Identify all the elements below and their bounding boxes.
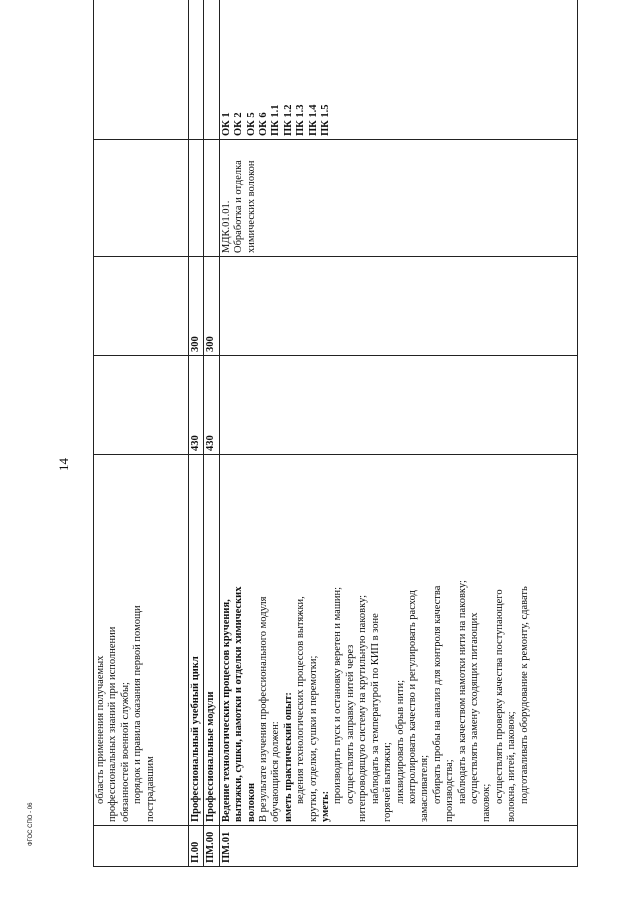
competency-code: ПК 1.3 <box>295 104 307 136</box>
competency-code: ОК 6 <box>258 112 270 136</box>
text-line: производить пуск и остановку веретен и машин; <box>332 586 344 804</box>
hours-mandatory-cell <box>219 257 577 356</box>
code-cell: ПМ.00 <box>204 826 219 867</box>
discipline-line: химических волокон <box>245 160 257 253</box>
text-line: производства; <box>444 759 456 822</box>
competency-code: ОК 5 <box>245 112 257 136</box>
discipline-cell <box>189 140 204 257</box>
text-line: контролировать качество и регулировать расход <box>406 590 418 804</box>
text-line: осуществлять заправку нитей через <box>344 644 356 804</box>
hours-mandatory-cell <box>94 257 189 356</box>
description-cell <box>219 455 577 826</box>
text-line: паковок; <box>481 783 493 822</box>
description-cell: Профессиональный учебный цикл <box>189 455 204 826</box>
competency-code: ОК 1 <box>220 112 232 136</box>
code-cell <box>94 826 189 867</box>
discipline-line: МДК.01.01. <box>220 200 232 253</box>
text-line: обязанностей военной службы; <box>119 682 131 822</box>
discipline-cell <box>219 140 577 257</box>
competencies-cell <box>94 0 189 140</box>
competencies-cell <box>219 0 577 140</box>
hours-mandatory-cell: 300 <box>204 257 219 356</box>
text-line: горячей вытяжки; <box>382 742 394 822</box>
hours-max-cell: 430 <box>189 356 204 455</box>
competency-code: ПК 1.5 <box>320 104 332 136</box>
module-title-line: Ведение технологических процессов кручения, <box>220 599 232 822</box>
curriculum-table <box>93 0 578 867</box>
competencies-cell <box>204 0 219 140</box>
code-cell: ПМ.01 <box>219 826 577 867</box>
text-line: пострадавшим <box>144 756 156 822</box>
competency-code: ПК 1.2 <box>282 104 294 136</box>
text-line: иметь практический опыт: <box>282 692 294 822</box>
text-line: крутки, отделки, сушки и перемотки; <box>307 655 319 822</box>
text-line: отбирать пробы на анализ для контроля качества <box>431 585 443 804</box>
text-line: наблюдать за температурой по КИП в зоне <box>369 613 381 804</box>
table-row <box>94 0 189 867</box>
hours-max-cell: 430 <box>204 356 219 455</box>
text-line: В результате изучения профессионального модуля <box>258 596 270 822</box>
text-line: волокна, нитей, паковок; <box>506 711 518 822</box>
table-row <box>219 0 577 867</box>
text-line: осуществлять замену сходящих питающих <box>468 612 480 804</box>
text-line: область применения получаемых <box>95 655 106 804</box>
text-line: замасливателя; <box>419 754 431 822</box>
competency-code: ПК 1.1 <box>270 104 282 136</box>
page-number: 14 <box>56 458 71 471</box>
footer-standard-label: ФГОС СПО - 06 <box>28 802 34 846</box>
module-title-line: вытяжки, сушки, намотки и отделки химических <box>233 586 245 822</box>
text-line: наблюдать за качеством намотки нити на паковку; <box>456 580 468 804</box>
code-cell: П.00 <box>189 826 204 867</box>
hours-max-cell <box>94 356 189 455</box>
table-row <box>204 0 219 867</box>
module-title-line: волокон <box>245 782 257 822</box>
text-line: ликвидировать обрыв нити; <box>394 679 406 804</box>
hours-mandatory-cell: 300 <box>189 257 204 356</box>
text-line: осуществлять проверку качества поступающего <box>493 589 505 804</box>
competencies-cell <box>189 0 204 140</box>
text-line: профессиональных знаний при исполнении <box>107 626 119 822</box>
text-line: подготавливать оборудование к ремонту, сдавать <box>518 586 530 804</box>
text-line: обучающийся должен: <box>270 721 282 822</box>
description-cell: Профессиональные модули <box>204 455 219 826</box>
rotated-table-wrapper <box>93 36 578 867</box>
description-cell <box>94 455 189 826</box>
text-line: ведения технологических процессов вытяжки, <box>295 596 307 804</box>
text-line: нитепроводящую систему на крутильную паковку; <box>357 594 369 822</box>
discipline-cell <box>204 140 219 257</box>
discipline-line: Обработка и отделка <box>233 160 245 253</box>
competency-code: ПК 1.4 <box>307 104 319 136</box>
discipline-cell <box>94 140 189 257</box>
hours-max-cell <box>219 356 577 455</box>
text-line: уметь: <box>320 790 332 822</box>
competency-code: ОК 2 <box>233 112 245 136</box>
table-row <box>189 0 204 867</box>
text-line: порядок и правила оказания первой помощи <box>132 605 144 804</box>
